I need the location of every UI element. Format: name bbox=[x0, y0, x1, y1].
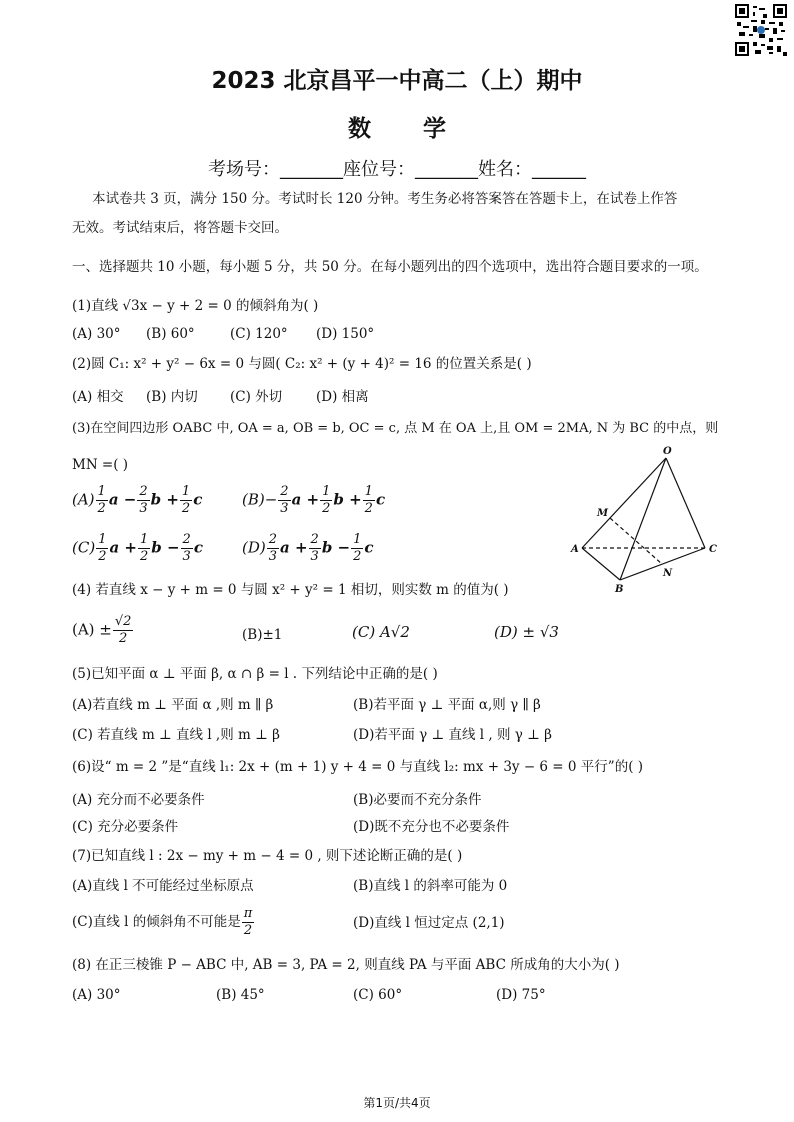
q5-stem: (5)已知平面 α ⊥ 平面 β, α ∩ β = l . 下列结论中正确的是( ) bbox=[72, 666, 438, 682]
label-m: M bbox=[597, 508, 609, 519]
q7-option-c: (C)直线 l 的倾斜角不可能是 $\frac{\pi}{2}$ bbox=[72, 906, 253, 938]
q1-option-b: (B) 60° bbox=[146, 326, 195, 342]
q5-option-c: (C) 若直线 m ⊥ 直线 l ,则 m ⊥ β bbox=[72, 727, 280, 743]
q1-stem: (1)直线 √3x − y + 2 = 0 的倾斜角为( ) bbox=[72, 298, 319, 314]
q6-option-d: (D)既不充分也不必要条件 bbox=[353, 819, 510, 835]
q3-option-d: (D) $\frac{2}{3}$ a + $\frac{2}{3}$ b − $\frac{1}{2}$ c bbox=[242, 532, 374, 564]
q4-option-d: (D) ± √3 bbox=[494, 623, 559, 641]
q5-option-b: (B)若平面 γ ⊥ 平面 α,则 γ ∥ β bbox=[353, 697, 541, 713]
q4-stem: (4) 若直线 x − y + m = 0 与圆 x² + y² = 1 相切，则实数 m 的值为( ) bbox=[72, 582, 509, 598]
q7-stem: (7)已知直线 l : 2x − my + m − 4 = 0 , 则下述论断正确的是( ) bbox=[72, 848, 463, 864]
label-a: A bbox=[571, 544, 579, 555]
q4-option-a: (A) ± $\frac{√2}{2}$ bbox=[72, 614, 132, 646]
q7-option-a: (A)直线 l 不可能经过坐标原点 bbox=[72, 878, 254, 894]
q2-option-b: (B) 内切 bbox=[146, 389, 198, 405]
section-heading: 一、选择题共 10 小题，每小题 5 分，共 50 分。在每小题列出的四个选项中，选出符合题目要求的一项。 bbox=[72, 259, 708, 275]
q3-stem: (3)在空间四边形 OABC 中, OA = a, OB = b, OC = c, 点 M 在 OA 上,且 OM = 2MA, N 为 BC 的中点，则 bbox=[72, 421, 719, 436]
q5-option-a: (A)若直线 m ⊥ 平面 α ,则 m ∥ β bbox=[72, 697, 274, 713]
q6-option-c: (C) 充分必要条件 bbox=[72, 819, 179, 835]
q1-option-d: (D) 150° bbox=[316, 326, 375, 342]
q3-option-b: (B)− $\frac{2}{3}$ a + $\frac{1}{2}$ b + $\frac{1}{2}$ c bbox=[242, 484, 386, 516]
q2-stem: (2)圆 C₁: x² + y² − 6x = 0 与圆( C₂: x² + (y + 4)² = 16 的位置关系是( ) bbox=[72, 356, 532, 372]
subject-title: 数 学 bbox=[347, 116, 468, 142]
q8-option-d: (D) 75° bbox=[496, 987, 546, 1003]
q3-option-c: (C) $\frac{1}{2}$ a + $\frac{1}{2}$ b − $\frac{2}{3}$ c bbox=[72, 532, 203, 564]
q2-option-c: (C) 外切 bbox=[230, 389, 283, 405]
q1-option-c: (C) 120° bbox=[230, 326, 288, 342]
q6-option-b: (B)必要而不充分条件 bbox=[353, 792, 482, 808]
intro-line-2: 无效。考试结束后，将答题卡交回。 bbox=[72, 220, 288, 236]
q4-option-b: (B)±1 bbox=[242, 627, 283, 643]
q8-stem: (8) 在正三棱锥 P − ABC 中, AB = 3, PA = 2, 则直线 PA 与平面 ABC 所成角的大小为( ) bbox=[72, 957, 620, 973]
label-n: N bbox=[663, 568, 673, 579]
qr-code-icon bbox=[735, 4, 787, 56]
candidate-fields: 考场号：_______座位号：_______姓名：______ bbox=[208, 159, 586, 180]
intro-line-1: 本试卷共 3 页，满分 150 分。考试时长 120 分钟。考生务必将答案答在答题卡上，在试卷上作答 bbox=[92, 191, 678, 207]
edge-ab bbox=[582, 548, 620, 580]
q5-option-d: (D)若平面 γ ⊥ 直线 l , 则 γ ⊥ β bbox=[353, 727, 552, 743]
q3-stem-2: MN =( ) bbox=[72, 457, 129, 473]
q6-stem: (6)设“ m = 2 ”是“直线 l₁: 2x + (m + 1) y + 4 = 0 与直线 l₂: mx + 3y − 6 = 0 平行”的( ) bbox=[72, 759, 644, 775]
q8-option-b: (B) 45° bbox=[216, 987, 265, 1003]
q6-option-a: (A) 充分而不必要条件 bbox=[72, 792, 205, 808]
q3-option-a: (A) $\frac{1}{2}$ a − $\frac{2}{3}$ b + $\frac{1}{2}$ c bbox=[72, 484, 203, 516]
q8-option-a: (A) 30° bbox=[72, 987, 121, 1003]
exam-title: 2023 北京昌平一中高二（上）期中 bbox=[211, 68, 583, 94]
q2-option-d: (D) 相离 bbox=[316, 389, 369, 405]
q7-option-b: (B)直线 l 的斜率可能为 0 bbox=[353, 878, 508, 894]
label-b: B bbox=[615, 584, 624, 594]
segment-mn-hidden bbox=[610, 518, 662, 564]
q2-option-a: (A) 相交 bbox=[72, 389, 124, 405]
label-c: C bbox=[709, 544, 717, 555]
tetrahedron-figure bbox=[565, 444, 735, 594]
q8-option-c: (C) 60° bbox=[353, 987, 403, 1003]
label-o: O bbox=[663, 446, 672, 457]
q7-option-d: (D)直线 l 恒过定点 (2,1) bbox=[353, 915, 505, 931]
q1-option-a: (A) 30° bbox=[72, 326, 121, 342]
edge-oc bbox=[666, 458, 705, 548]
page-footer: 第1页/共4页 bbox=[363, 1096, 431, 1110]
edge-oa bbox=[582, 458, 666, 548]
q4-option-c: (C) A√2 bbox=[352, 623, 410, 641]
